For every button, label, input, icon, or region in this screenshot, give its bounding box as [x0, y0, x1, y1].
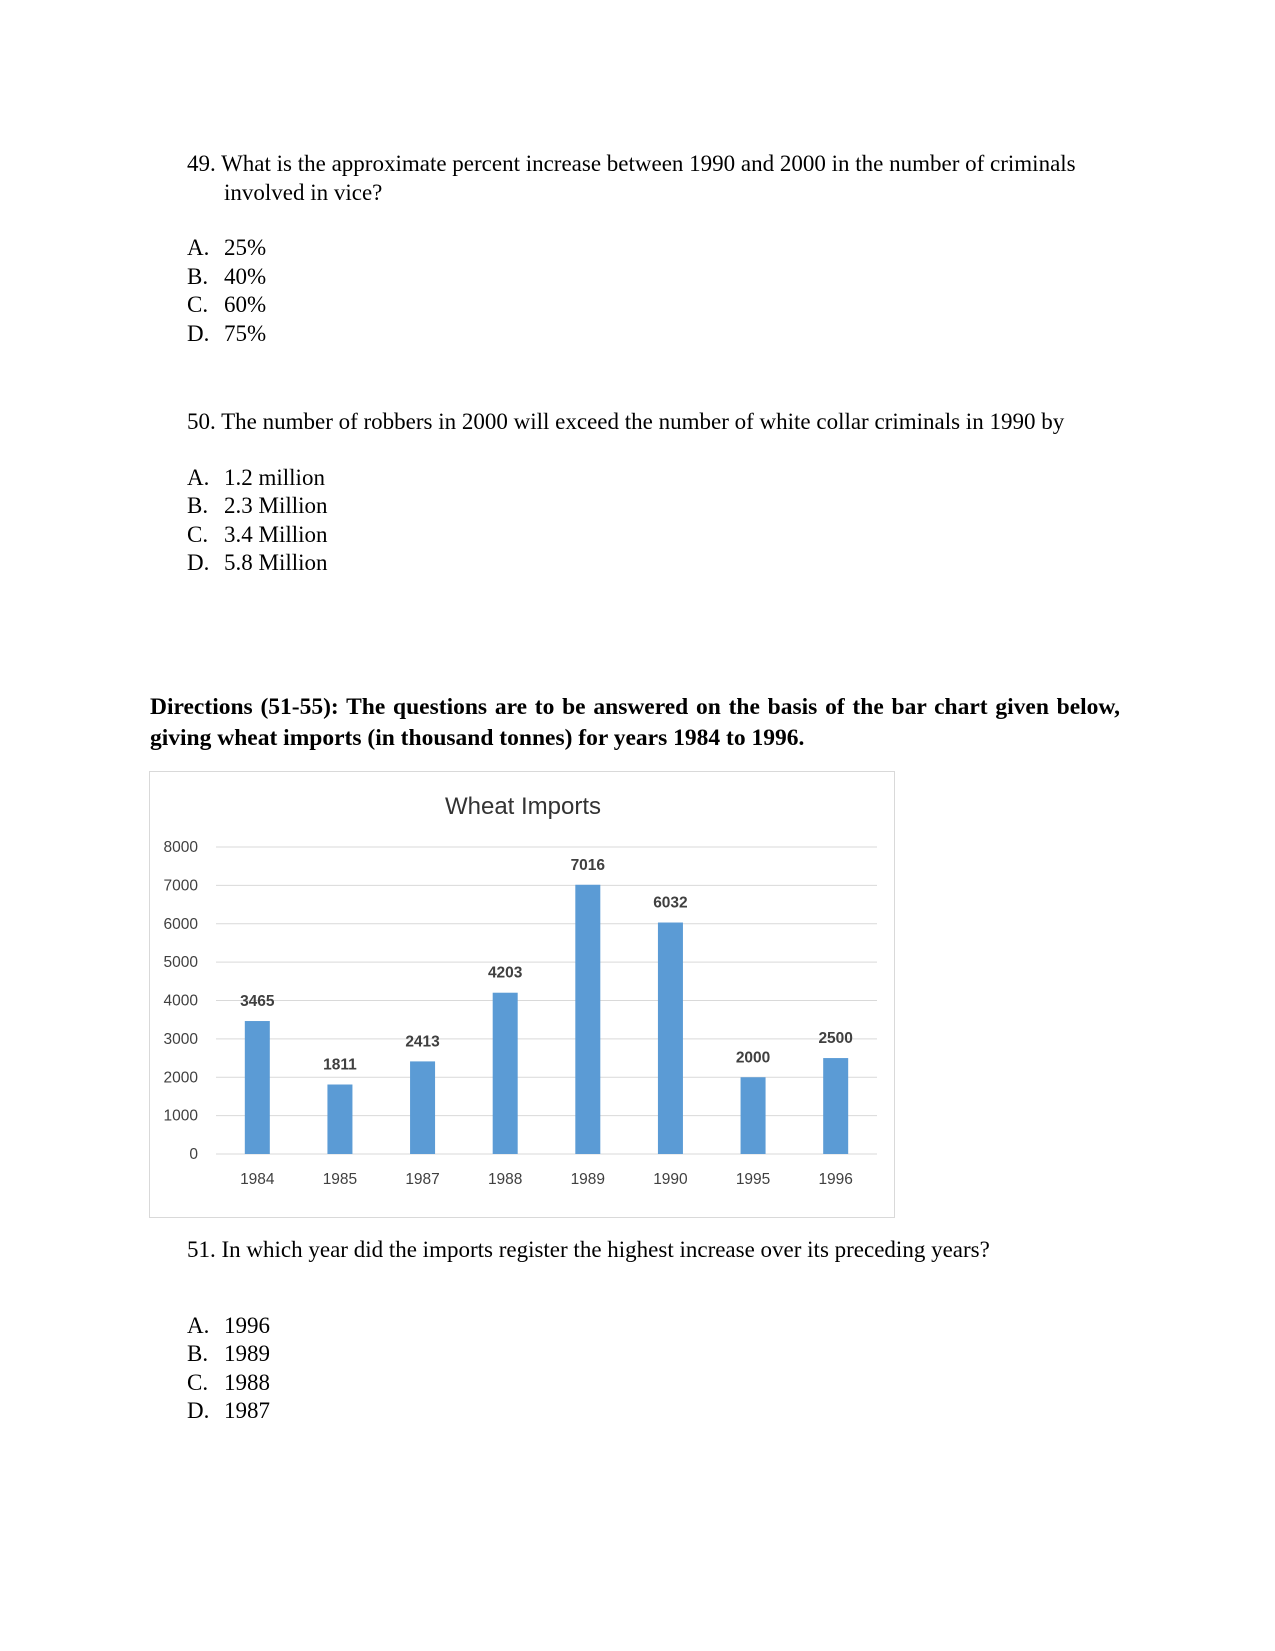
y-tick-label: 3000 [163, 1030, 198, 1048]
y-tick-label: 6000 [163, 915, 198, 933]
wheat-imports-chart [149, 771, 895, 1218]
option-c [187, 291, 1154, 320]
option-text: 1988 [224, 1369, 270, 1395]
option-b [187, 1340, 1154, 1369]
chart-canvas [150, 772, 896, 1219]
option-text: 1987 [224, 1398, 270, 1423]
x-tick-label: 1996 [818, 1171, 853, 1188]
x-tick-label: 1988 [487, 1171, 523, 1188]
chart-title: Wheat Imports [444, 793, 602, 820]
y-tick-label: 4000 [163, 992, 198, 1010]
directions-51-55: Directions (51-55): The questions are to be answered on the basis of the bar chart given below, giving wheat imports (in thousand tonnes) for years 1984 to 1996. [150, 694, 1120, 751]
question-50 [187, 408, 1154, 578]
option-letter: B. [187, 493, 209, 518]
x-tick-label: 1995 [735, 1171, 771, 1188]
x-tick-label: 1990 [653, 1171, 688, 1188]
option-letter: D. [187, 550, 210, 575]
data-labels [240, 857, 853, 1074]
y-tick-label: 0 [189, 1146, 198, 1163]
option-letter: B. [187, 1341, 209, 1366]
bars [245, 885, 848, 1154]
option-letter: D. [187, 320, 210, 346]
data-label: 7016 [570, 856, 606, 874]
bar-1984 [245, 1021, 270, 1154]
option-text: 40% [224, 263, 267, 289]
bar-1987 [410, 1061, 435, 1154]
option-b [187, 263, 1154, 292]
y-tick-label: 5000 [163, 954, 198, 972]
x-tick-label: 1987 [405, 1171, 440, 1188]
bar-1985 [327, 1085, 352, 1154]
x-axis-ticks [240, 1171, 853, 1188]
data-label: 3465 [240, 993, 275, 1011]
bar-1989 [575, 885, 600, 1154]
question-49-options [187, 234, 1154, 348]
option-letter: C. [187, 1369, 209, 1395]
question-51 [187, 1236, 1154, 1426]
question-51-stem: 51. In which year did the imports register the highest increase over its preceding years? [187, 1237, 990, 1262]
option-letter: A. [187, 235, 210, 260]
option-a [187, 1312, 1154, 1341]
option-d [187, 320, 1154, 349]
y-axis-ticks [164, 839, 199, 1163]
option-b [187, 492, 1154, 521]
data-label: 2500 [818, 1030, 853, 1048]
y-tick-label: 1000 [163, 1107, 198, 1125]
question-49 [187, 150, 1154, 348]
data-label: 6032 [653, 894, 688, 912]
option-a [187, 464, 1154, 493]
gridlines [216, 847, 877, 1154]
option-text: 60% [224, 292, 267, 317]
option-text: 3.4 Million [224, 521, 328, 547]
y-tick-label: 8000 [163, 839, 198, 856]
data-label: 2413 [405, 1033, 440, 1051]
x-tick-label: 1984 [240, 1171, 275, 1188]
option-text: 1989 [224, 1341, 270, 1366]
data-label: 2000 [735, 1049, 771, 1067]
option-letter: C. [187, 292, 209, 317]
option-text: 1996 [224, 1312, 270, 1338]
option-a [187, 234, 1154, 263]
option-text: 5.8 Million [224, 550, 328, 575]
bar-1995 [741, 1077, 766, 1154]
x-tick-label: 1989 [570, 1171, 606, 1188]
option-letter: B. [187, 263, 209, 289]
option-c [187, 1369, 1154, 1398]
data-label: 4203 [487, 964, 523, 982]
option-letter: C. [187, 521, 209, 547]
option-d [187, 1397, 1154, 1426]
option-text: 1.2 million [224, 464, 325, 490]
bar-1988 [493, 993, 518, 1154]
question-50-options [187, 464, 1154, 578]
y-tick-label: 2000 [163, 1069, 198, 1087]
option-letter: D. [187, 1398, 210, 1423]
bar-1990 [658, 923, 683, 1154]
y-tick-label: 7000 [163, 877, 198, 895]
option-c [187, 521, 1154, 550]
option-text: 25% [224, 235, 267, 260]
option-text: 75% [224, 320, 267, 346]
question-51-options [187, 1312, 1154, 1426]
bar-1996 [823, 1058, 848, 1154]
option-d [187, 549, 1154, 578]
option-letter: A. [187, 464, 210, 490]
option-text: 2.3 Million [224, 493, 328, 518]
question-49-stem: 49. What is the approximate percent increase between 1990 and 2000 in the number of criminals involved in vice? [187, 151, 1076, 205]
question-50-stem: 50. The number of robbers in 2000 will exceed the number of white collar criminals in 1990 by [187, 409, 1065, 434]
option-letter: A. [187, 1312, 210, 1338]
data-label: 1811 [323, 1056, 357, 1074]
x-tick-label: 1985 [322, 1171, 358, 1188]
